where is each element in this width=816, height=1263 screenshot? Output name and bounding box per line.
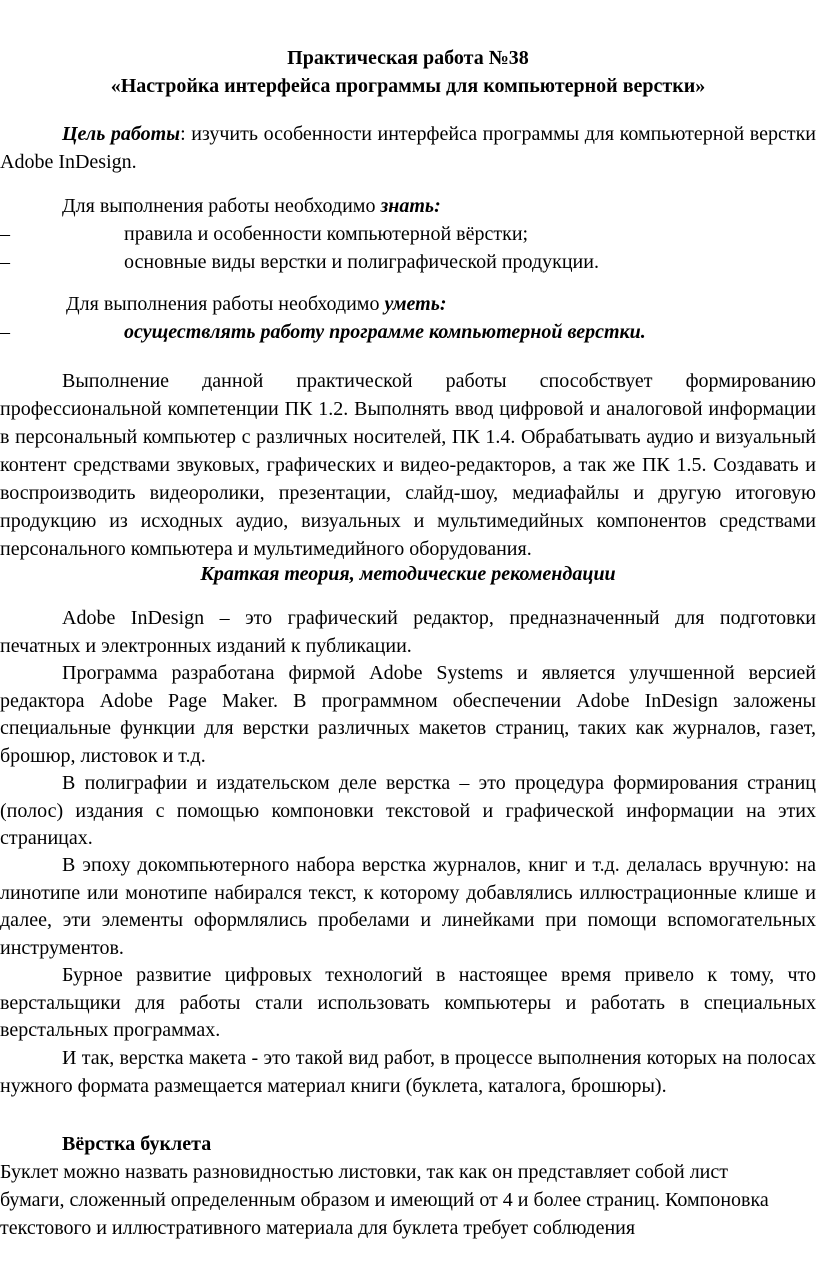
able-list [0, 318, 816, 346]
know-intro [0, 192, 816, 220]
theory-paragraph-5: Бурное развитие цифровых технологий в настоящее время привело к тому, что верстальщики для работы стали использовать компьютеры и работать в специальных верстальных программах. [0, 964, 816, 1041]
able-intro-text: Для выполнения работы необходимо [66, 293, 385, 315]
list-item [0, 318, 816, 346]
booklet-line-2: бумаги, сложенный определенным образом и имеющий от 4 и более страниц. Компоновка [0, 1189, 769, 1211]
booklet-title: Вёрстка буклета [62, 1133, 212, 1155]
goal-paragraph [0, 120, 816, 176]
title-line-1: Практическая работа №38 [287, 47, 529, 69]
theory-paragraph-6: И так, верстка макета - это такой вид работ, в процессе выполнения которых на полосах нужного формата размещается материал книги (буклета, каталога, брошюры). [0, 1047, 816, 1097]
list-item [0, 220, 816, 248]
know-list [0, 220, 816, 276]
booklet-line-3: текстового и иллюстративного материала для буклета требует соблюдения [0, 1217, 636, 1239]
goal-colon: : [180, 123, 186, 145]
able-keyword: уметь: [384, 293, 447, 315]
know-intro-text: Для выполнения работы необходимо [62, 195, 381, 217]
able-intro [0, 290, 816, 318]
know-keyword: знать: [380, 195, 441, 217]
theory-paragraph-3: В полиграфии и издательском деле верстка – это процедура формирования страниц (полос) издания с помощью компоновки текстовой и графической информации на этих страницах. [0, 772, 816, 849]
booklet-paragraph [0, 1158, 816, 1242]
theory-paragraph-2: Программа разработана фирмой Adobe Systems и является улучшенной версией редактора Adobe Page Maker. В программном обеспечении Adobe InDesign заложены специальные функции для верстки различных макетов страниц, таких как журналов, газет, брошюр, листовок и т.д. [0, 662, 816, 767]
theory-paragraph-1: Adobe InDesign – это графический редактор, предназначенный для подготовки печатных и электронных изданий к публикации. [0, 607, 816, 657]
dash-marker: – [0, 223, 10, 245]
competence-paragraph: Выполнение данной практической работы способствует формированию профессиональной компетенции ПК 1.2. Выполнять ввод цифровой и аналоговой информации в персональный компьютер с различных носителей, ПК 1.4. Обрабатывать аудио и визуальный контент средствами звуковых, графических и видео-редакторов, а так же ПК 1.5. Создавать и воспроизводить видеоролики, презентации, слайд-шоу, медиафайлы и другую итоговую продукцию из исходных аудио, визуальных и мультимедийных компонентов средствами персонального компьютера и мультимедийного оборудования. [0, 370, 816, 560]
document-title [0, 44, 816, 100]
list-item-text: правила и особенности компьютерной вёрстки; [124, 223, 529, 245]
goal-text: изучить особенности интерфейса программы для компьютерной верстки Adobe InDesign. [0, 123, 816, 173]
goal-label: Цель работы [62, 123, 181, 145]
theory-paragraph-4: В эпоху докомпьютерного набора верстка журналов, книг и т.д. делалась вручную: на линотипе или монотипе набирался текст, к которому добавлялись иллюстрационные клише и далее, эти элементы оформлялись пробелами и линейками при помощи вспомогательных инструментов. [0, 854, 816, 959]
list-item [0, 248, 816, 276]
dash-marker: – [0, 321, 10, 343]
title-line-2: «Настройка интерфейса программы для компьютерной верстки» [110, 75, 706, 97]
list-item-text: осуществлять работу программе компьютерной верстки. [124, 321, 646, 343]
dash-marker: – [0, 251, 10, 273]
theory-title: Краткая теория, методические рекомендации [200, 563, 616, 585]
list-item-text: основные виды верстки и полиграфической продукции. [124, 251, 599, 273]
booklet-line-1: Буклет можно назвать разновидностью листовки, так как он представляет собой лист [0, 1161, 728, 1183]
